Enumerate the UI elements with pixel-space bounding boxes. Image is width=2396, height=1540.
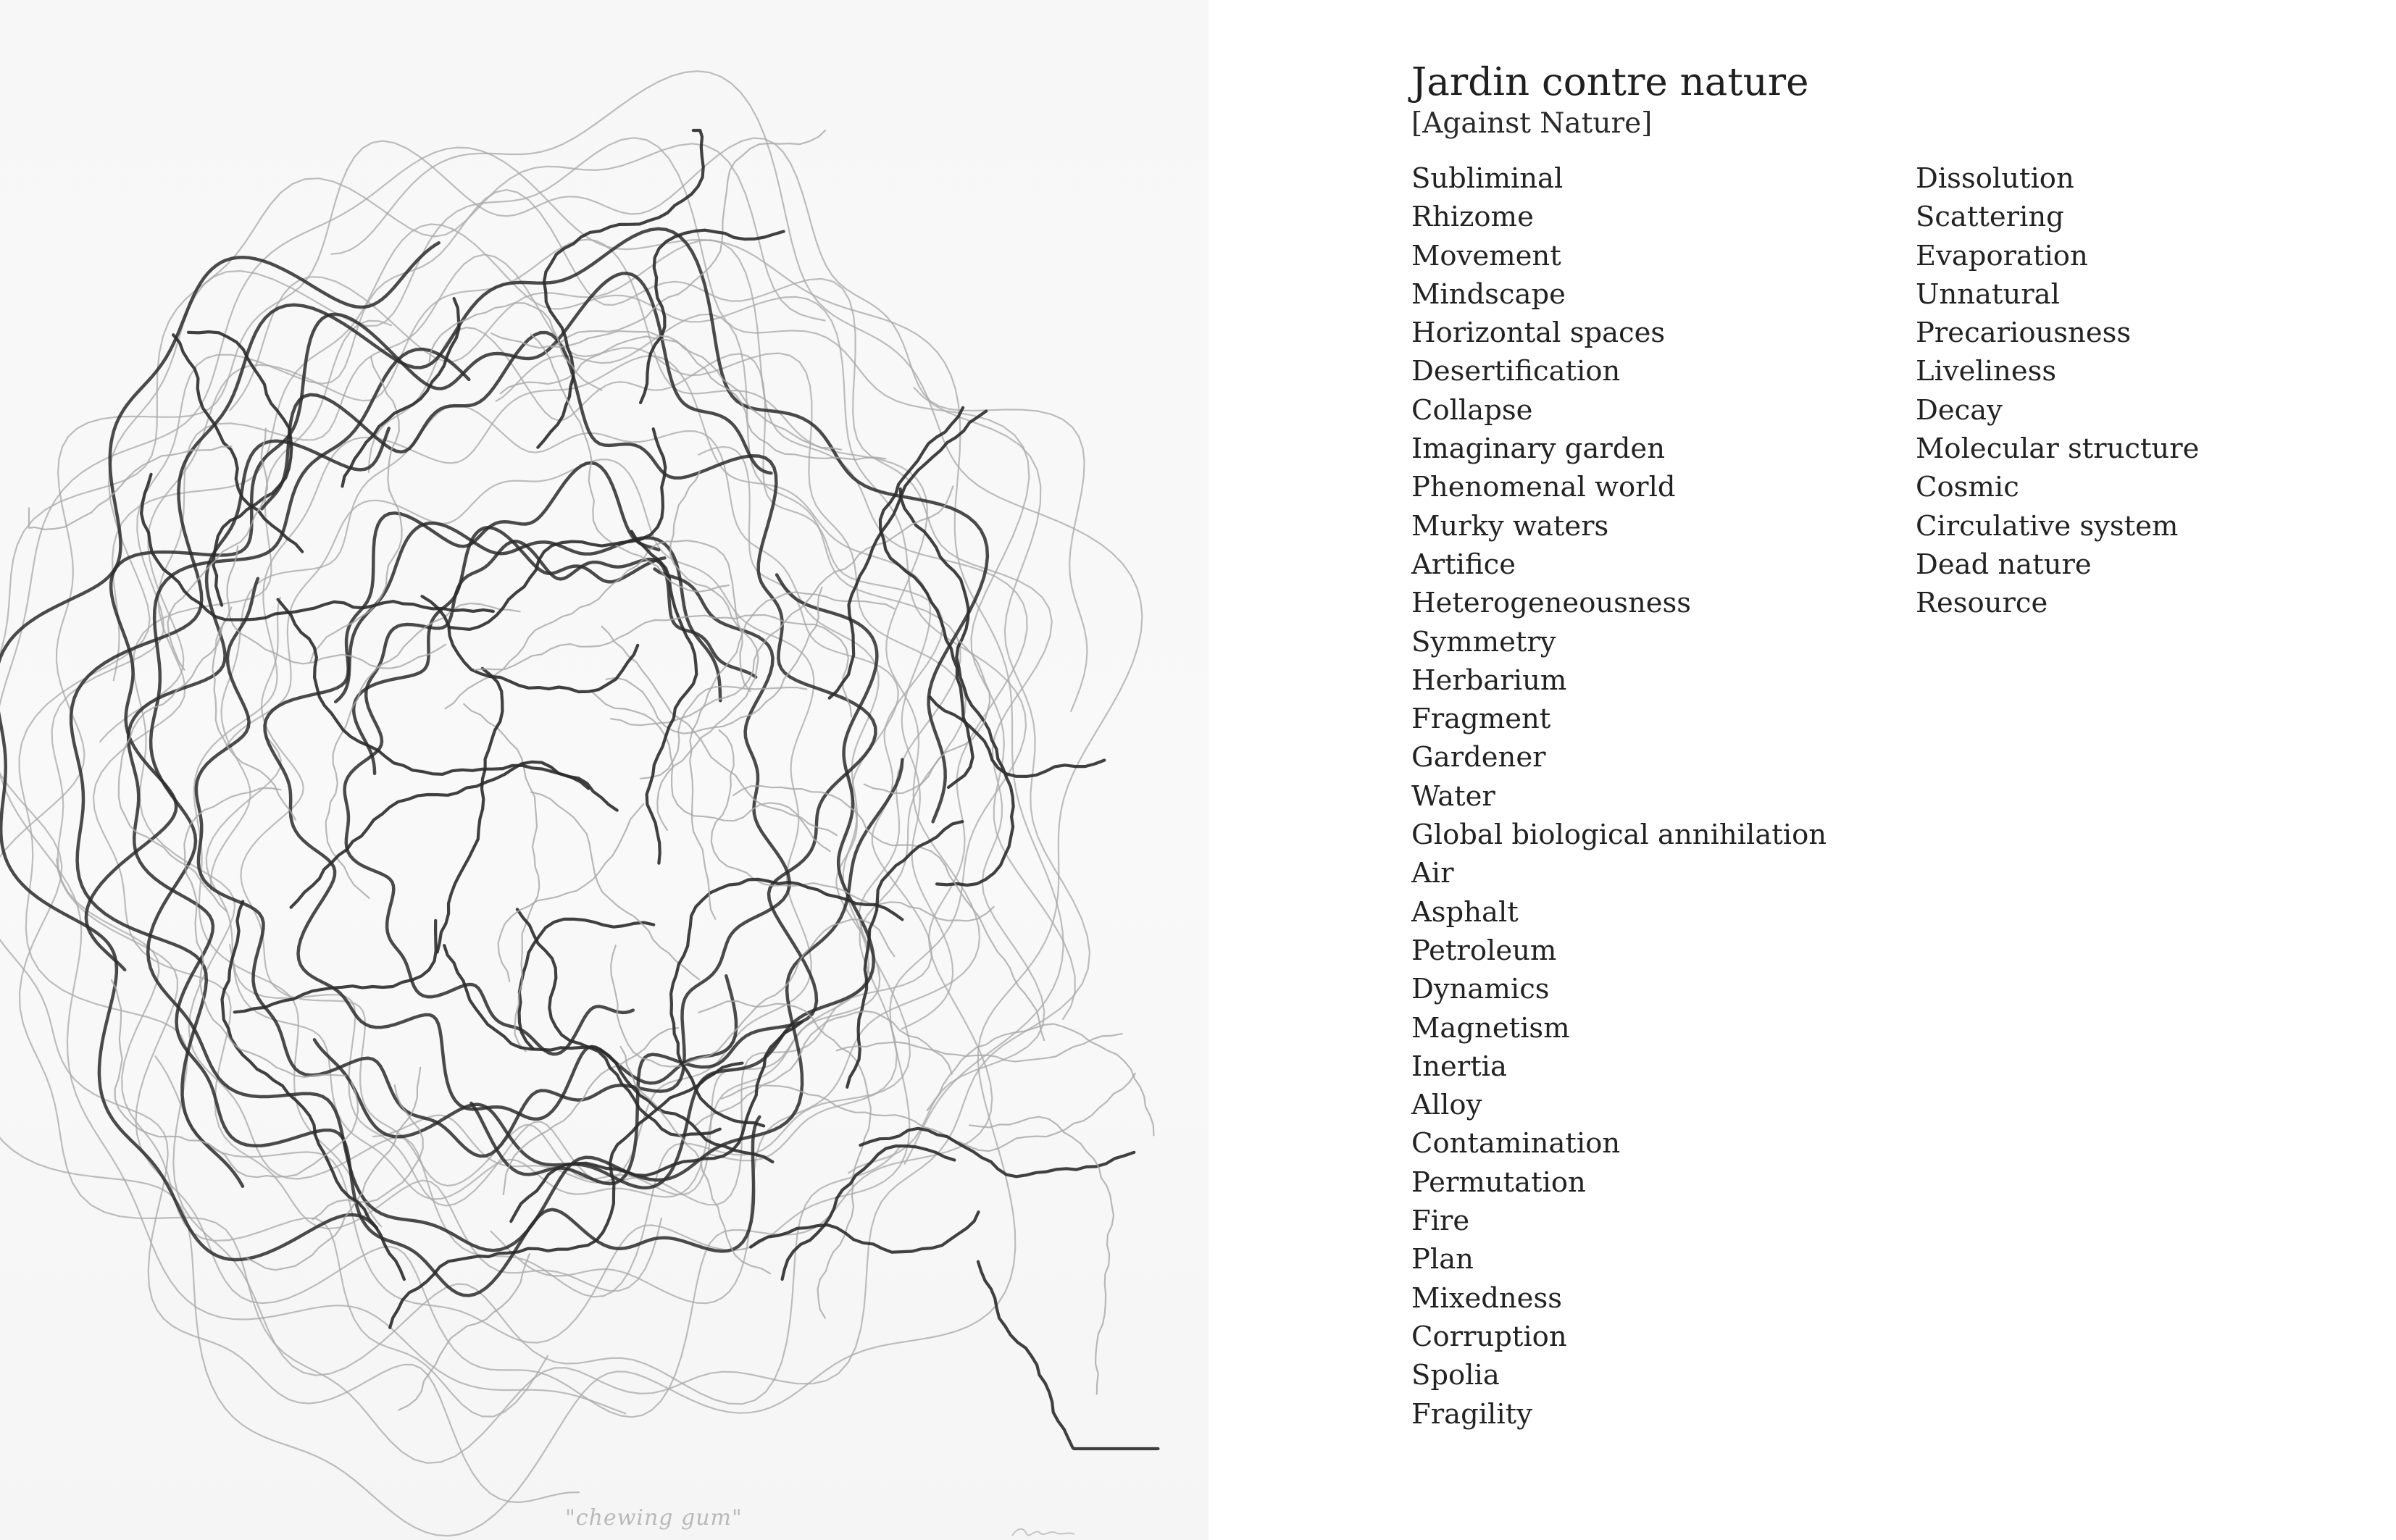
page-title: Jardin contre nature <box>1411 60 1809 104</box>
drawing-stroke <box>0 71 1142 1536</box>
drawing-stroke <box>531 335 729 592</box>
word-item: Plan <box>1411 1243 1474 1276</box>
word-item: Artifice <box>1411 548 1516 581</box>
word-item: Scattering <box>1916 201 2064 234</box>
word-item: Collapse <box>1411 393 1533 427</box>
word-item: Liveliness <box>1916 355 2057 388</box>
word-item: Resource <box>1916 587 2048 620</box>
word-item: Corruption <box>1411 1320 1567 1353</box>
word-item: Dissolution <box>1916 162 2074 195</box>
drawing-stroke <box>551 130 825 347</box>
word-item: Rhizome <box>1411 201 1534 234</box>
word-item: Subliminal <box>1411 162 1564 195</box>
word-item: Magnetism <box>1411 1011 1570 1045</box>
word-item: Horizontal spaces <box>1411 317 1666 350</box>
drawing-stroke <box>345 541 756 1054</box>
word-item: Heterogeneousness <box>1411 587 1692 620</box>
word-list-column-1 <box>1411 159 1916 1434</box>
drawing-stroke <box>228 546 446 668</box>
drawing-stroke <box>0 138 1088 1502</box>
drawing-stroke <box>326 603 520 898</box>
drawing-stroke <box>590 690 830 851</box>
drawing-stroke <box>444 945 772 1162</box>
word-list-column-2 <box>1916 159 2292 1434</box>
drawing-stroke <box>531 792 699 980</box>
drawing-stroke <box>969 1117 1114 1394</box>
word-item: Fragment <box>1411 703 1551 736</box>
drawing-stroke <box>194 356 953 1226</box>
word-item: Evaporation <box>1916 239 2088 272</box>
word-item: Inertia <box>1411 1050 1507 1083</box>
word-item: Fire <box>1411 1205 1470 1238</box>
drawing-stroke <box>640 687 806 779</box>
word-item: Decay <box>1916 393 2003 427</box>
word-item: Movement <box>1411 239 1561 272</box>
word-item: Dynamics <box>1411 973 1550 1006</box>
word-item: Dead nature <box>1916 548 2092 581</box>
text-panel <box>1411 59 2353 1434</box>
word-item: Fragility <box>1411 1397 1532 1431</box>
word-item: Circulative system <box>1916 509 2179 543</box>
word-item: Water <box>1411 779 1495 813</box>
drawing-stroke <box>927 1024 1154 1136</box>
word-columns <box>1411 159 2353 1434</box>
drawing-stroke <box>978 1262 1158 1449</box>
word-item: Mindscape <box>1411 277 1566 311</box>
page-subtitle: [Against Nature] <box>1411 107 1653 140</box>
word-item: Symmetry <box>1411 625 1556 658</box>
word-item: Desertification <box>1411 355 1621 388</box>
word-item: Molecular structure <box>1916 432 2200 466</box>
word-item: Phenomenal world <box>1411 471 1676 504</box>
word-item: Alloy <box>1411 1089 1482 1122</box>
drawing-stroke <box>438 669 503 953</box>
drawing-stroke <box>504 1028 678 1194</box>
drawing-stroke <box>52 190 1052 1417</box>
drawing-stroke <box>335 523 720 701</box>
drawing-stroke <box>211 406 879 1199</box>
drawing-stroke <box>464 704 539 1051</box>
word-item: Unnatural <box>1916 277 2060 311</box>
drawing-stroke <box>446 540 751 708</box>
word-item: Contamination <box>1411 1127 1621 1160</box>
drawing-stroke <box>860 1129 1134 1177</box>
word-item: Mixedness <box>1411 1281 1562 1315</box>
drawing-stroke <box>519 919 654 1049</box>
drawing-stroke <box>498 804 644 982</box>
drawing-stroke <box>141 474 493 620</box>
word-item: Herbarium <box>1411 664 1567 697</box>
word-item: Cosmic <box>1916 471 2019 504</box>
drawing-stroke <box>611 919 894 1066</box>
word-item: Murky waters <box>1411 509 1609 543</box>
word-item: Permutation <box>1411 1166 1586 1199</box>
drawing-stroke <box>390 1063 742 1328</box>
drawing-stroke <box>133 314 961 1297</box>
word-item: Petroleum <box>1411 934 1557 967</box>
word-item: Gardener <box>1411 741 1546 774</box>
word-item: Precariousness <box>1916 317 2132 350</box>
word-item: Global biological annihilation <box>1411 819 1827 852</box>
word-item: Spolia <box>1411 1359 1500 1392</box>
word-item: Imaginary garden <box>1411 432 1665 466</box>
drawing-stroke <box>751 1212 978 1252</box>
drawing-stroke <box>733 786 1044 1040</box>
drawing-stroke <box>837 1034 1122 1061</box>
word-item: Air <box>1411 857 1454 890</box>
word-item: Asphalt <box>1411 895 1519 929</box>
artwork-caption: "chewing gum" <box>565 1505 743 1531</box>
